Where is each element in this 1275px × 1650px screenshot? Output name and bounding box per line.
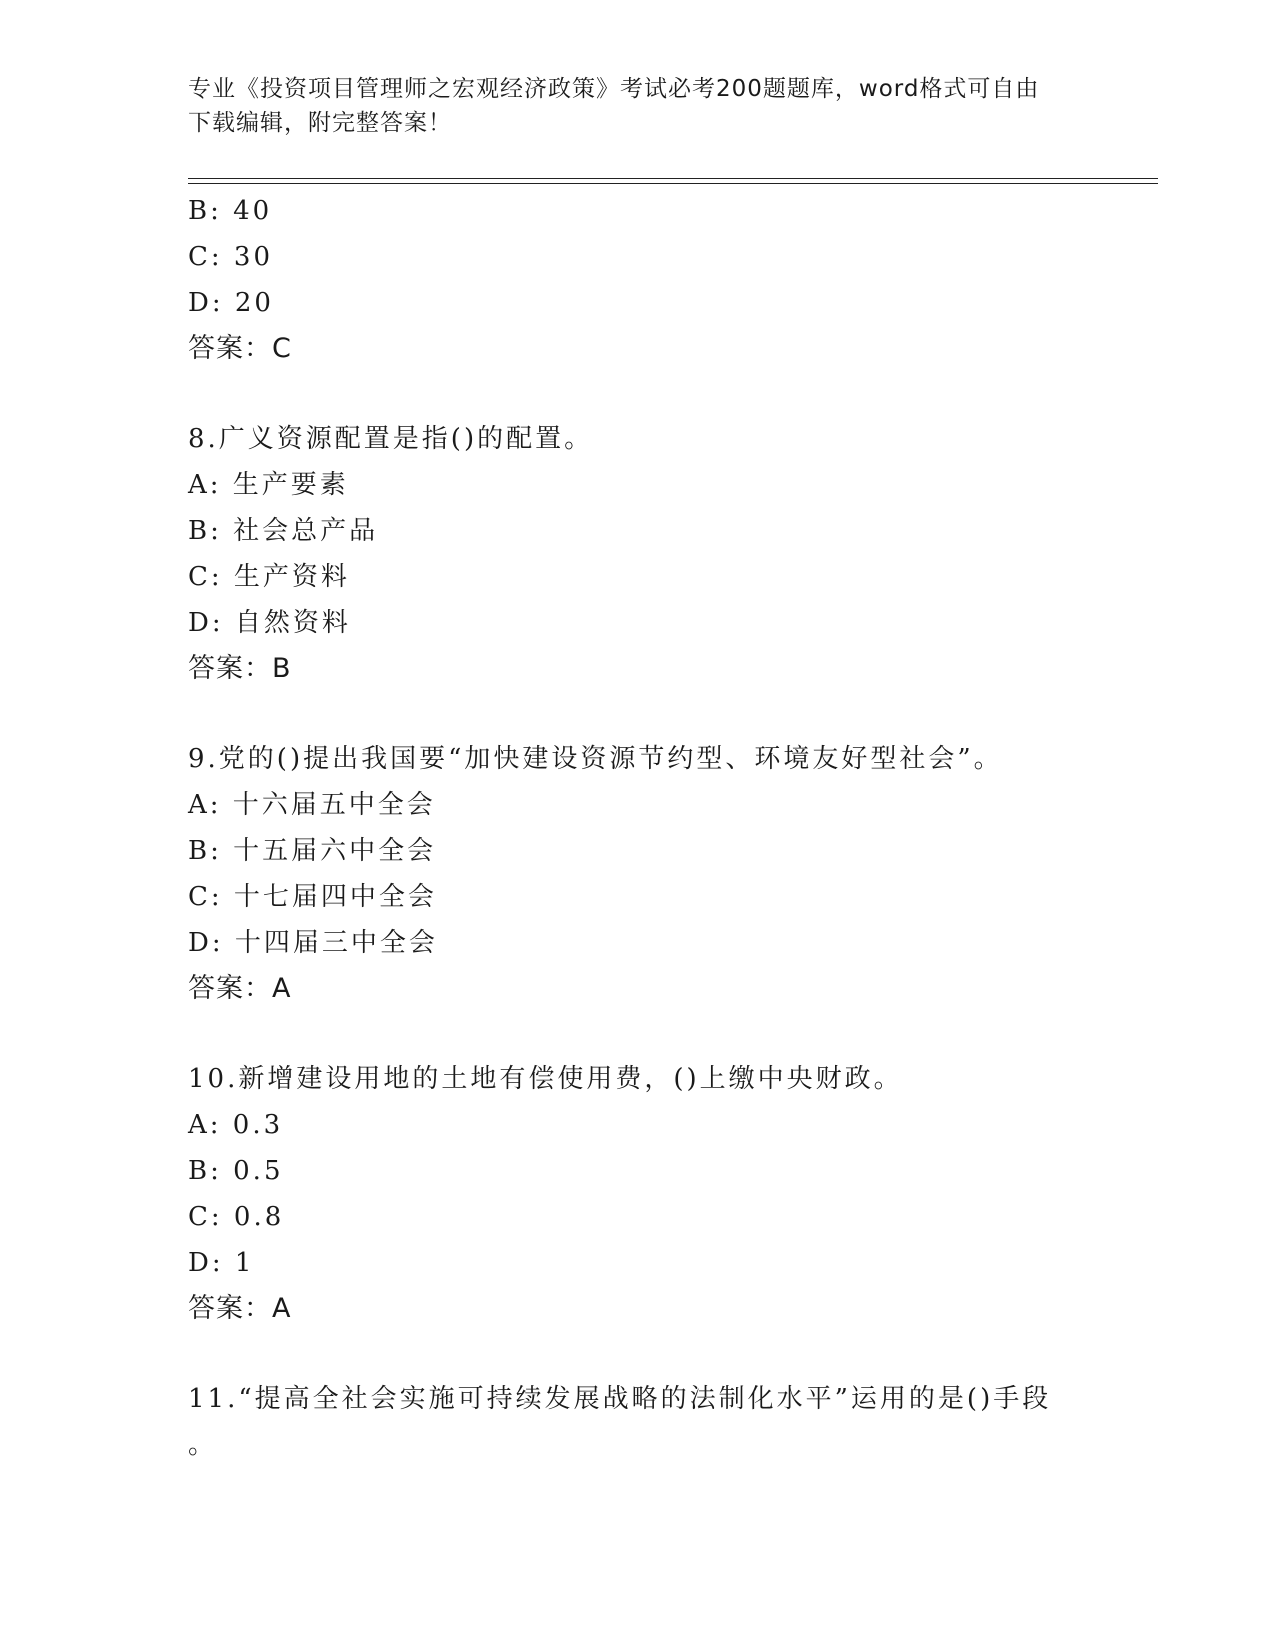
- header-divider-top: [188, 178, 1158, 179]
- option-b: B: 40: [188, 196, 273, 226]
- question-stem: 10.新增建设用地的土地有偿使用费，()上缴中央财政。: [188, 1064, 903, 1094]
- answer: 答案：A: [188, 973, 292, 1004]
- option-a: A: 十六届五中全会: [188, 790, 436, 820]
- question-stem-line-2: 。: [188, 1430, 218, 1460]
- document-header: [188, 72, 1088, 140]
- header-divider-bottom: [188, 183, 1158, 184]
- question-10: [188, 1056, 1088, 1332]
- option-d: D: 1: [188, 1248, 255, 1278]
- option-d: D: 自然资料: [188, 608, 351, 638]
- option-a: A: 0.3: [188, 1110, 284, 1140]
- answer: 答案：B: [188, 653, 292, 684]
- answer: 答案：C: [188, 333, 292, 364]
- option-c: C: 30: [188, 242, 274, 272]
- option-d: D: 十四届三中全会: [188, 928, 438, 958]
- header-line-2: 下载编辑，附完整答案！: [188, 110, 452, 136]
- question-list: [188, 188, 1088, 1468]
- question-stem: 8.广义资源配置是指()的配置。: [188, 424, 594, 454]
- option-b: B: 十五届六中全会: [188, 836, 437, 866]
- question-9: [188, 736, 1088, 1012]
- option-c: C: 十七届四中全会: [188, 882, 437, 912]
- question-11: [188, 1376, 1088, 1468]
- option-b: B: 0.5: [188, 1156, 284, 1186]
- option-c: C: 0.8: [188, 1202, 285, 1232]
- question-8: [188, 416, 1088, 692]
- header-line-1: 专业《投资项目管理师之宏观经济政策》考试必考200题题库，word格式可自由: [188, 76, 1040, 102]
- question-stem: 9.党的()提出我国要“加快建设资源节约型、环境友好型社会”。: [188, 744, 1003, 774]
- option-b: B: 社会总产品: [188, 516, 379, 546]
- option-d: D: 20: [188, 288, 274, 318]
- question-stem-line-1: 11.“提高全社会实施可持续发展战略的法制化水平”运用的是()手段: [188, 1384, 1052, 1414]
- answer: 答案：A: [188, 1293, 292, 1324]
- question-7-tail: [188, 188, 1088, 372]
- option-c: C: 生产资料: [188, 562, 350, 592]
- option-a: A: 生产要素: [188, 470, 349, 500]
